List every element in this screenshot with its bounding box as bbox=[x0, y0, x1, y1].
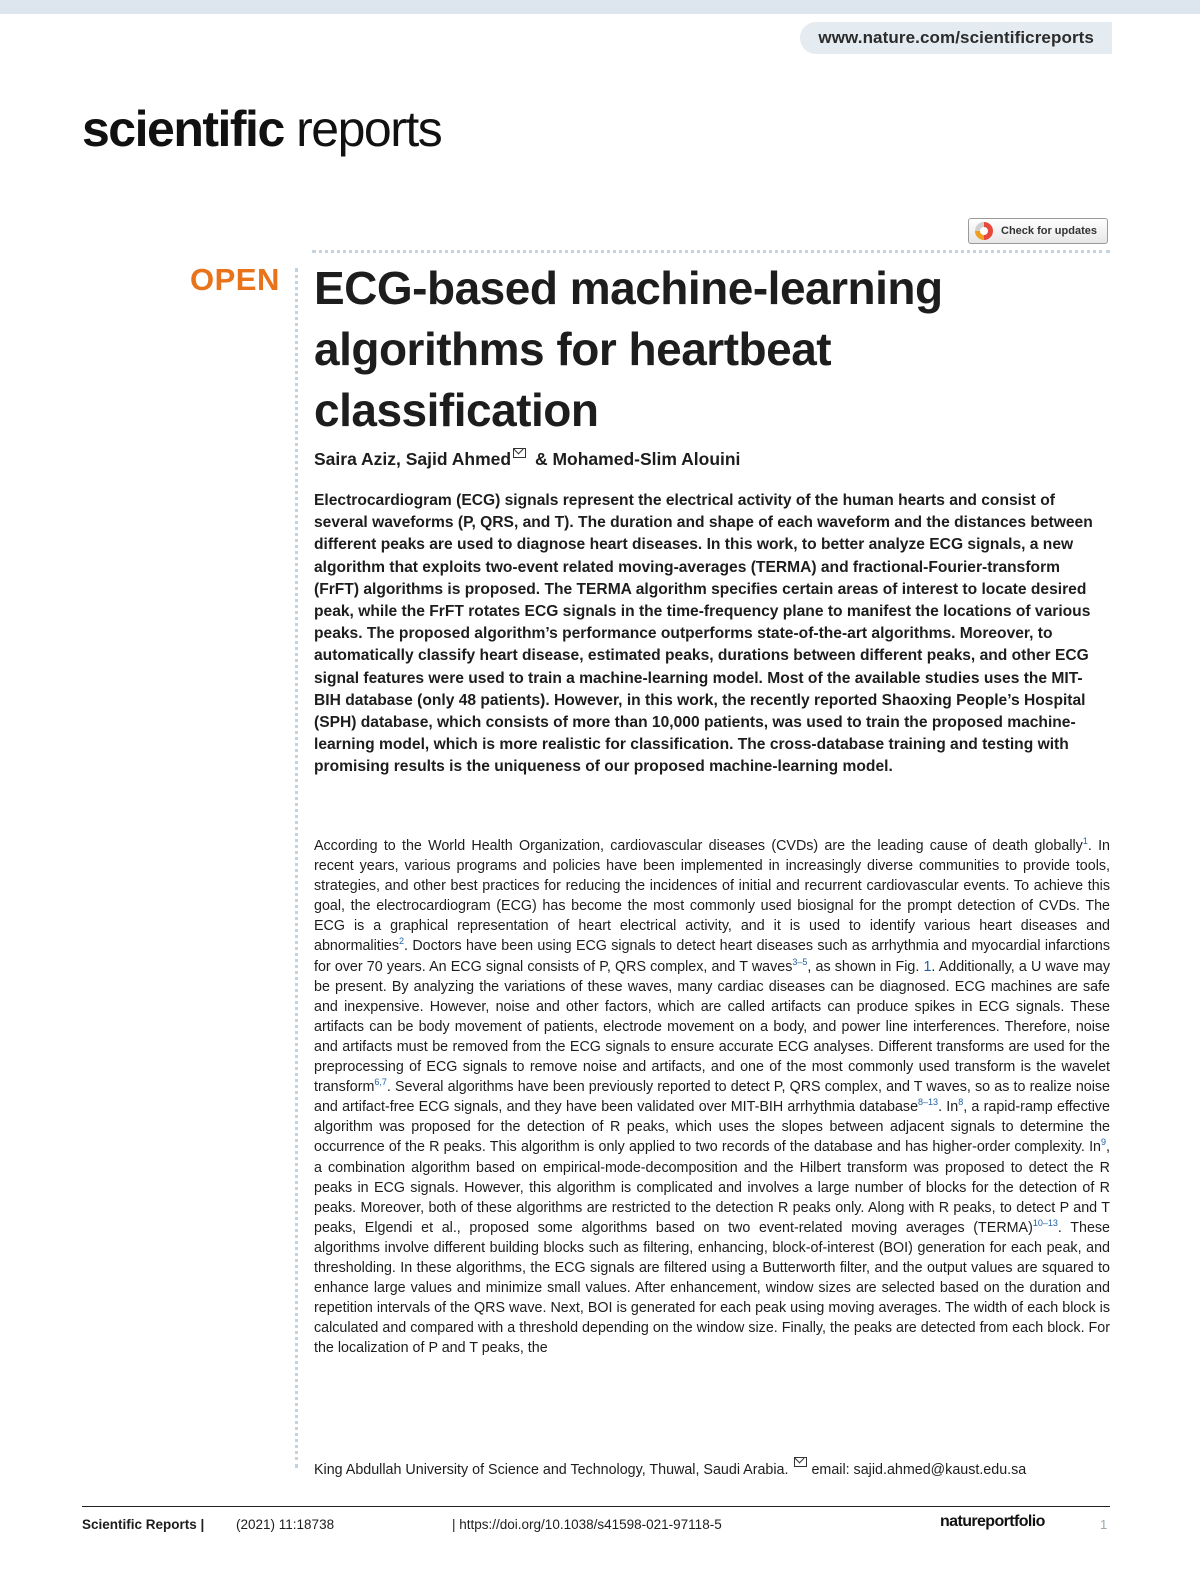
logo-bold-text: scientific bbox=[82, 101, 284, 157]
body-text-segment: . Several algorithms have been previously reported to detect P, QRS complex, and T waves, so as to realize noise and artifact-free ECG signals, and they have been validated over MIT-BIH arrhythmia database bbox=[314, 1079, 1110, 1116]
footer-citation: (2021) 11:18738 bbox=[236, 1517, 335, 1532]
citation-ref-2[interactable]: 2 bbox=[399, 936, 405, 947]
citation-ref-6[interactable]: 8 bbox=[958, 1097, 964, 1108]
footer-doi-link[interactable]: | https://doi.org/10.1038/s41598-021-97118-5 bbox=[452, 1517, 722, 1532]
body-text-segment: , a rapid-ramp effective algorithm was proposed for the detection of R peaks, which uses the slopes between adjacent signals to determine the occurrence of the R peaks. This algorithm is only applied to two records of the database and has higher-order complexity. In bbox=[314, 1099, 1110, 1156]
citation-ref-3[interactable]: 3–5 bbox=[792, 956, 808, 967]
journal-logo[interactable] bbox=[82, 100, 441, 158]
citation-ref-4[interactable]: 6,7 bbox=[374, 1077, 387, 1088]
body-text-segment: . These algorithms involve different building blocks such as filtering, enhancing, block-of-interest (BOI) generation for each peak, and thresholding. In these algorithms, the ECG signals are filtered using a Butterworth filter, and the output values are squared to enhance large values and minimize small values. After enhancement, window sizes are selected based on the duration and repetition intervals of the QRS wave. Next, BOI is generated for each peak using moving averages. The width of each block is calculated and compared with a threshold depending on the window size. Finally, the peaks are detected from each block. For the localization of P and T peaks, the bbox=[314, 1219, 1110, 1357]
article-title: ECG-based machine-learning algorithms for heartbeat classification bbox=[314, 262, 943, 436]
citation-ref-1[interactable]: 1 bbox=[1082, 836, 1088, 847]
body-text-segment: . In bbox=[938, 1099, 959, 1116]
authors-first: Saira Aziz, Sajid Ahmed bbox=[314, 449, 512, 469]
check-for-updates-label: Check for updates bbox=[1001, 225, 1097, 237]
body-text-segment: . Additionally, a U wave may be present. By analyzing the variations of these waves, many cardiac diseases can be diagnosed. ECG machines are safe and inexpensive. However, noise and other factors, which are called artifacts can produce spikes in ECG signals. These artifacts can be body movement of patients, electrode movement on a body, and power line interferences. Therefore, noise and artifacts must be removed from the ECG signals to ensure accurate ECG analyses. Different transforms are used for the preprocessing of ECG signals to remove noise and artifacts, and one of the most commonly used transform is the wavelet transform bbox=[314, 958, 1110, 1096]
body-text-segment: , as shown in Fig. bbox=[807, 958, 924, 975]
body-text-segment: According to the World Health Organization, cardiovascular diseases (CVDs) are the leading cause of death globally bbox=[314, 838, 1083, 854]
figure-link[interactable]: 1 bbox=[923, 958, 932, 975]
footer-journal-name: Scientific Reports | bbox=[82, 1517, 205, 1532]
vertical-dotted-divider bbox=[295, 268, 298, 1468]
check-for-updates-button[interactable] bbox=[968, 218, 1108, 244]
affiliation-text: King Abdullah University of Science and Technology, Thuwal, Saudi Arabia. bbox=[314, 1462, 793, 1478]
authors-last: & Mohamed-Slim Alouini bbox=[530, 449, 741, 469]
horizontal-dotted-divider bbox=[312, 250, 1110, 253]
body-text-segment: . Doctors have been using ECG signals to detect heart diseases such as arrhythmia and myocardial infarctions for over 70 years. An ECG signal consists of P, QRS complex, and T waves bbox=[314, 938, 1110, 975]
citation-ref-7[interactable]: 9 bbox=[1101, 1137, 1107, 1148]
page-number: 1 bbox=[1100, 1517, 1108, 1532]
affiliation bbox=[314, 1462, 1026, 1478]
author-list bbox=[314, 449, 740, 470]
open-access-label: OPEN bbox=[190, 262, 280, 297]
citation-ref-8[interactable]: 10–13 bbox=[1032, 1218, 1058, 1229]
citation-ref-5[interactable]: 8–13 bbox=[918, 1097, 939, 1108]
body-text-segment: . In recent years, various programs and policies have been implemented in increasingly diverse communities to provide tools, strategies, and other best practices for reducing the incidences of initial and recurrent cardiovascular events. To achieve this goal, the electrocardiogram (ECG) has become the most commonly used biosignal for the prompt detection of CVDs. The ECG is a graphical representation of heart electrical activity, and it is used to identify various heart diseases and abnormalities bbox=[314, 838, 1110, 955]
envelope-icon[interactable] bbox=[513, 448, 526, 458]
top-band bbox=[0, 0, 1200, 14]
email-envelope-icon bbox=[794, 1457, 807, 1467]
crossmark-icon bbox=[975, 222, 993, 240]
abstract: Electrocardiogram (ECG) signals represent the electrical activity of the human hearts and consist of several waveforms (P, QRS, and T). The duration and shape of each waveform and the distances between different peaks are used to diagnose heart diseases. In this work, to better analyze ECG signals, a new algorithm that exploits two-event related moving-averages (TERMA) and fractional-Fourier-transform (FrFT) algorithms is proposed. The TERMA algorithm specifies certain areas of interest to locate desired peak, while the FrFT rotates ECG signals in the time-frequency plane to manifest the locations of various peaks. The proposed algorithm’s performance outperforms state-of-the-art algorithms. Moreover, to automatically classify heart disease, estimated peaks, durations between different peaks, and other ECG signal features were used to train a machine-learning model. Most of the available studies uses the MIT-BIH database (only 48 patients). However, in this work, the recently reported Shaoxing People’s Hospital (SPH) database, which consists of more than 10,000 patients, was used to train the proposed machine-learning model, which is more realistic for classification. The cross-database training and testing with promising results is the uniqueness of our proposed machine-learning model. bbox=[314, 492, 1093, 776]
footer-divider bbox=[82, 1506, 1110, 1507]
logo-light-text: reports bbox=[283, 101, 442, 157]
body-paragraph bbox=[314, 836, 1110, 1358]
corresponding-email-link[interactable]: email: sajid.ahmed@kaust.edu.sa bbox=[811, 1462, 1027, 1478]
nature-portfolio-logo: natureportfolio bbox=[940, 1513, 1045, 1530]
journal-url-link[interactable]: www.nature.com/scientificreports bbox=[800, 22, 1112, 54]
body-text-segment: , a combination algorithm based on empirical-mode-decomposition and the Hilbert transform was proposed to detect the R peaks in ECG signals. However, this algorithm is complicated and involves a large number of blocks for the detection of R peaks. Moreover, both of these algorithms are restricted to the detection R peaks only. Along with R peaks, to detect P and T peaks, Elgendi et al., proposed some algorithms based on two event-related moving averages (TERMA) bbox=[314, 1139, 1110, 1236]
